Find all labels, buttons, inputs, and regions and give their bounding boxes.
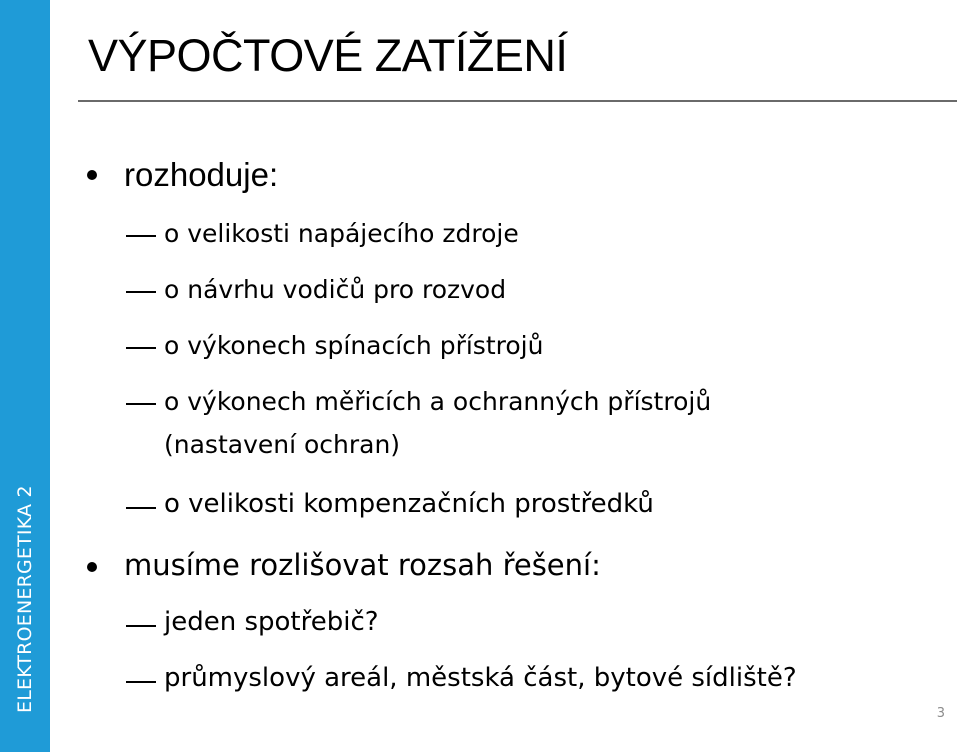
subitem-1-4: o výkonech měřicích a ochranných přístrojů (164, 387, 712, 416)
subitem-1-3: o výkonech spínacích přístrojů (164, 331, 544, 360)
dash-icon (126, 403, 156, 405)
bullet-1-text: rozhoduje: (124, 156, 279, 193)
dash-icon (126, 507, 156, 509)
page-number: 3 (936, 706, 945, 721)
bullet-2-text: musíme rozlišovat rozsah řešení: (124, 548, 601, 582)
subitem-2-1: jeden spotřebič? (164, 607, 379, 637)
subitem-1-4-continuation: (nastavení ochran) (164, 430, 401, 459)
bullet-dot-1 (87, 170, 97, 180)
dash-icon (126, 347, 156, 349)
slide-title: VÝPOČTOVÉ ZATÍŽENÍ (88, 30, 568, 81)
dash-icon (126, 235, 156, 237)
dash-icon (126, 681, 156, 683)
subitem-1-5: o velikosti kompenzačních prostředků (164, 489, 654, 519)
bullet-dot-2 (87, 562, 97, 572)
course-label: ELEKTROENERGETIKA 2 (14, 485, 36, 713)
dash-icon (126, 625, 156, 627)
subitem-1-2: o návrhu vodičů pro rozvod (164, 275, 507, 304)
subitem-1-1: o velikosti napájecího zdroje (164, 219, 519, 248)
dash-icon (126, 291, 156, 293)
subitem-2-2: průmyslový areál, městská část, bytové sídliště? (164, 663, 797, 693)
